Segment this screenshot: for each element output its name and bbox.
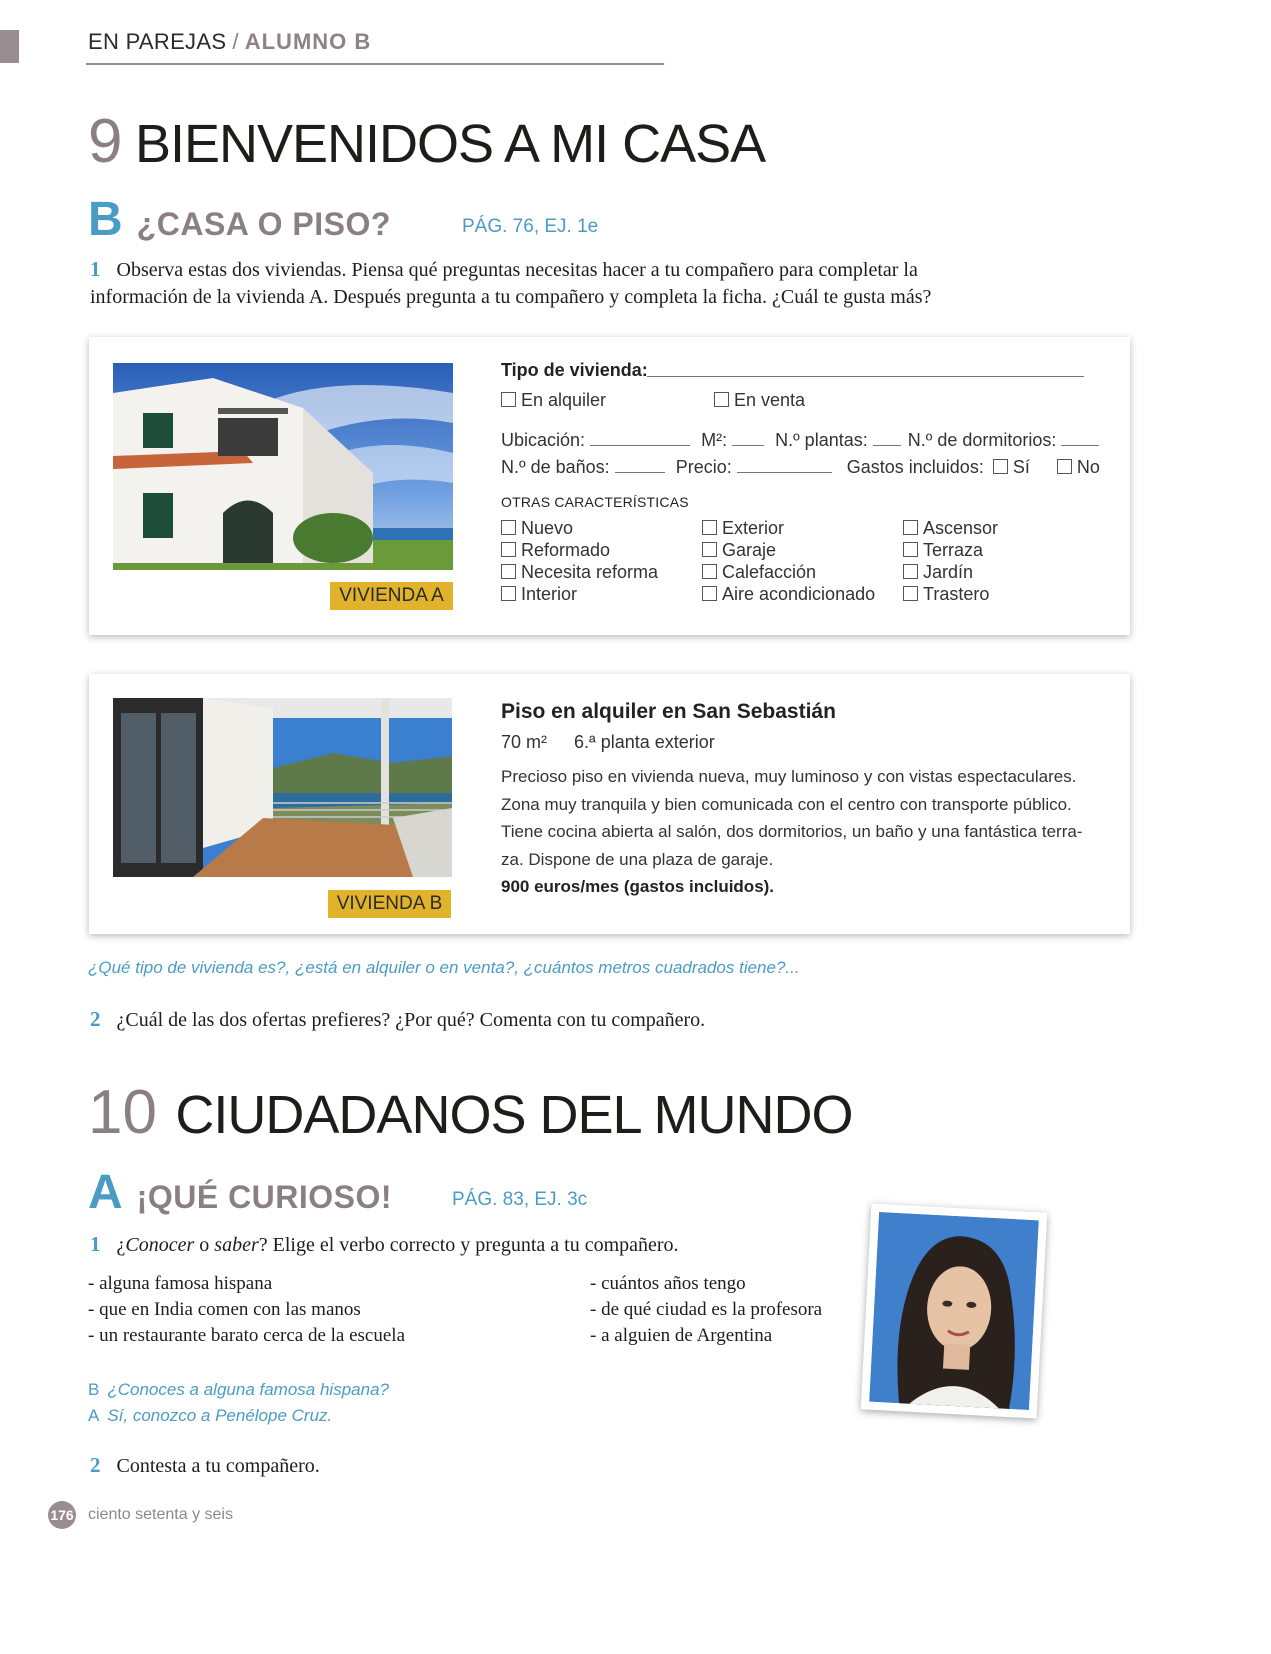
plantas-field[interactable] — [873, 445, 901, 446]
feature-item[interactable] — [702, 583, 875, 605]
field-row-2 — [501, 457, 1100, 478]
verb-conocer: Conocer — [125, 1234, 195, 1256]
checkbox[interactable] — [702, 542, 717, 557]
exercise-2 — [90, 1006, 705, 1034]
checkbox[interactable] — [501, 392, 516, 407]
ubicacion-label: Ubicación: — [501, 430, 586, 450]
exercise-text-line2: información de la vivienda A. Después pregunta a tu compañero y completa la ficha. ¿Cuál te gusta más? — [90, 286, 932, 308]
gastos-no-label: No — [1076, 457, 1100, 477]
feature-item[interactable] — [702, 517, 875, 539]
description-line: Zona muy tranquila y bien comunicada con el centro con transporte público. — [501, 794, 1072, 814]
list-right — [590, 1271, 822, 1349]
terrace-photo — [113, 698, 452, 877]
exercise-2 — [90, 1452, 320, 1480]
list-item: - un restaurante barato cerca de la escuela — [88, 1325, 405, 1346]
section-title: ¡QUÉ CURIOSO! — [136, 1179, 393, 1215]
precio-field[interactable] — [737, 472, 832, 473]
unit-number: 10 — [88, 1078, 157, 1147]
checkbox[interactable] — [501, 520, 516, 535]
option-en-venta[interactable] — [714, 390, 805, 411]
features-col-1 — [501, 517, 658, 605]
page-number-text: ciento setenta y seis — [88, 1506, 233, 1523]
vivienda-a-label: VIVIENDA A — [330, 582, 453, 610]
unit-title: BIENVENIDOS A MI CASA — [134, 114, 766, 174]
feature-item[interactable] — [903, 517, 998, 539]
exercise-number: 2 — [90, 1453, 101, 1477]
unit-9-heading — [88, 106, 765, 177]
exercise-text: ¿Cuál de las dos ofertas prefieres? ¿Por qué? Comenta con tu compañero. — [116, 1009, 706, 1031]
gastos-no-checkbox[interactable] — [1057, 459, 1072, 474]
feature-item[interactable] — [501, 539, 658, 561]
house-photo — [113, 363, 453, 570]
example-dialog — [88, 1377, 389, 1429]
precio-label: Precio: — [675, 457, 732, 477]
tipo-vivienda-line[interactable] — [647, 376, 1084, 377]
list-item: - alguna famosa hispana — [88, 1273, 273, 1294]
dialog-text: Sí, conozco a Penélope Cruz. — [107, 1406, 333, 1425]
feature-label: Reformado — [521, 540, 611, 560]
feature-item[interactable] — [501, 517, 658, 539]
section-title: ¿CASA O PISO? — [136, 206, 391, 242]
tipo-vivienda-label: Tipo de vivienda: — [501, 360, 648, 380]
section-reference: PÁG. 83, EJ. 3c — [452, 1189, 588, 1210]
exercise-text-mid: o — [194, 1234, 215, 1256]
header-label: EN PAREJAS — [88, 29, 227, 54]
exercise-text: Contesta a tu compañero. — [116, 1455, 320, 1477]
listing-description — [501, 763, 1101, 901]
option-label: En venta — [734, 390, 806, 410]
portrait-photo — [861, 1204, 1048, 1419]
dialog-speaker: A — [88, 1406, 100, 1425]
exercise-text-post: ? Elige el verbo correcto y pregunta a tu compañero. — [258, 1234, 679, 1256]
plantas-label: N.º plantas: — [775, 430, 868, 450]
feature-item[interactable] — [903, 561, 998, 583]
vivienda-b-label: VIVIENDA B — [328, 890, 451, 918]
listing-title: Piso en alquiler en San Sebastián — [501, 700, 836, 723]
gastos-label: Gastos incluidos: — [846, 457, 984, 477]
exercise-1 — [90, 256, 1140, 311]
unit-number: 9 — [88, 107, 123, 176]
checkbox[interactable] — [501, 586, 516, 601]
list-item: - cuántos años tengo — [590, 1273, 746, 1294]
feature-label: Necesita reforma — [521, 562, 659, 582]
feature-label: Jardín — [923, 562, 974, 582]
section-heading — [88, 192, 391, 247]
gastos-si-checkbox[interactable] — [993, 459, 1008, 474]
header-student: ALUMNO B — [244, 29, 372, 54]
checkbox[interactable] — [501, 542, 516, 557]
header-rule — [86, 63, 664, 65]
list-item: - a alguien de Argentina — [590, 1325, 773, 1346]
feature-item[interactable] — [501, 583, 658, 605]
running-header — [88, 29, 371, 55]
checkbox[interactable] — [702, 586, 717, 601]
unit-10-heading — [88, 1077, 853, 1148]
features-col-3 — [903, 517, 998, 605]
listing-price: 900 euros/mes (gastos incluidos). — [501, 877, 775, 897]
checkbox[interactable] — [702, 520, 717, 535]
features-col-2 — [702, 517, 875, 605]
question-hint: ¿Qué tipo de vivienda es?, ¿está en alquiler o en venta?, ¿cuántos metros cuadrados tiene?... — [88, 958, 800, 977]
exercise-number: 2 — [90, 1007, 101, 1031]
description-line: za. Dispone de una plaza de garaje. — [501, 849, 774, 869]
unit-title: CIUDADANOS DEL MUNDO — [175, 1085, 853, 1145]
list-left — [88, 1271, 405, 1349]
checkbox[interactable] — [903, 564, 918, 579]
card-vivienda-a — [89, 337, 1130, 635]
section-letter: B — [88, 193, 123, 246]
list-item: - de qué ciudad es la profesora — [590, 1299, 823, 1320]
field-row-1 — [501, 430, 1099, 451]
checkbox[interactable] — [714, 392, 729, 407]
gastos-si-label: Sí — [1012, 457, 1030, 477]
dormitorios-field[interactable] — [1061, 445, 1099, 446]
verb-saber: saber — [214, 1234, 259, 1256]
option-label: En alquiler — [521, 390, 607, 410]
feature-label: Garaje — [722, 540, 777, 560]
feature-item[interactable] — [903, 539, 998, 561]
page-tab-marker — [0, 30, 19, 63]
list-item: - que en India comen con las manos — [88, 1299, 361, 1320]
listing-specs — [501, 732, 715, 753]
m2-label: M²: — [701, 430, 728, 450]
feature-item[interactable] — [501, 561, 658, 583]
section-letter: A — [88, 1166, 123, 1219]
feature-label: Trastero — [923, 584, 990, 604]
exercise-text-pre: ¿ — [116, 1234, 126, 1256]
dialog-line — [88, 1377, 389, 1403]
feature-label: Aire acondicionado — [722, 584, 876, 604]
m2-field[interactable] — [732, 445, 764, 446]
checkbox[interactable] — [903, 586, 918, 601]
header-separator: / — [232, 29, 239, 54]
feature-item[interactable] — [702, 561, 875, 583]
feature-label: Terraza — [923, 540, 984, 560]
listing-size: 70 m² — [501, 732, 548, 752]
description-line: Precioso piso en vivienda nueva, muy luminoso y con vistas espectaculares. — [501, 767, 1077, 786]
exercise-text-line1: Observa estas dos viviendas. Piensa qué preguntas necesitas hacer a tu compañero para completar la — [116, 259, 918, 281]
banos-label: N.º de baños: — [501, 457, 610, 477]
checkbox[interactable] — [702, 564, 717, 579]
listing-floor: 6.ª planta exterior — [574, 732, 715, 752]
dialog-line — [88, 1403, 389, 1429]
section-reference: PÁG. 76, EJ. 1e — [462, 216, 599, 237]
feature-label: Calefacción — [722, 562, 817, 582]
checkbox[interactable] — [903, 542, 918, 557]
card-vivienda-b — [89, 674, 1130, 934]
banos-field[interactable] — [615, 472, 665, 473]
exercise-number: 1 — [90, 257, 101, 281]
page-number-badge: 176 — [48, 1501, 76, 1529]
option-en-alquiler[interactable] — [501, 390, 606, 411]
feature-label: Exterior — [722, 518, 785, 538]
dialog-speaker: B — [88, 1380, 100, 1399]
exercise-number: 1 — [90, 1232, 101, 1256]
description-line: Tiene cocina abierta al salón, dos dormitorios, un baño y una fantástica terra- — [501, 822, 1083, 842]
otras-caracteristicas-heading: OTRAS CARACTERÍSTICAS — [501, 494, 689, 510]
ubicacion-field[interactable] — [590, 445, 690, 446]
feature-label: Nuevo — [521, 518, 574, 538]
checkbox[interactable] — [903, 520, 918, 535]
dormitorios-label: N.º de dormitorios: — [907, 430, 1057, 450]
checkbox[interactable] — [501, 564, 516, 579]
feature-label: Interior — [521, 584, 578, 604]
feature-item[interactable] — [702, 539, 875, 561]
section-heading — [88, 1165, 392, 1220]
feature-item[interactable] — [903, 583, 998, 605]
feature-label: Ascensor — [923, 518, 999, 538]
exercise-1 — [90, 1231, 679, 1259]
dialog-text: ¿Conoces a alguna famosa hispana? — [107, 1380, 389, 1399]
